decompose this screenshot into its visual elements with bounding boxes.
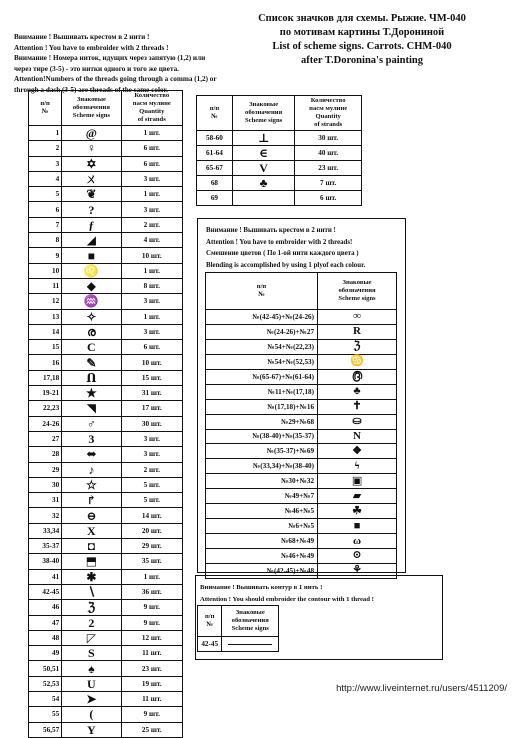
table-row xyxy=(197,191,362,206)
blend-threads: №49+№7 xyxy=(206,489,318,504)
table-row xyxy=(197,161,362,176)
table-row xyxy=(29,447,183,462)
table-row xyxy=(29,416,183,431)
strand-quantity: 3 шт. xyxy=(121,431,182,446)
strand-quantity: 3 шт. xyxy=(121,324,182,339)
col-number-header: п/п № xyxy=(198,606,222,637)
blend-threads: №29+№68 xyxy=(206,414,318,429)
table-row xyxy=(29,126,183,141)
row-number: 68 xyxy=(197,176,233,191)
contour-line-icon xyxy=(228,644,272,645)
table-row xyxy=(29,661,183,676)
scheme-sign-icon: Ո xyxy=(62,370,121,385)
table-row xyxy=(29,278,183,293)
strand-quantity: 1 шт. xyxy=(121,187,182,202)
strand-quantity: 40 шт. xyxy=(295,146,362,161)
blend-threads: №11+№(17,18) xyxy=(206,384,318,399)
scheme-sign-icon: ✡ xyxy=(62,156,121,171)
table-row xyxy=(206,324,397,339)
scheme-sign-icon: ♌ xyxy=(62,263,121,278)
row-number: 8 xyxy=(29,233,62,248)
strand-quantity: 36 шт. xyxy=(121,584,182,599)
blend-threads: №(35-37)+№69 xyxy=(206,444,318,459)
scheme-sign-icon: ♂ xyxy=(62,416,121,431)
strand-quantity: 30 шт. xyxy=(121,416,182,431)
table-row xyxy=(29,477,183,492)
table-row xyxy=(197,176,362,191)
scheme-sign-icon: ★ xyxy=(62,386,121,401)
row-number: 15 xyxy=(29,340,62,355)
strand-quantity: 1 шт. xyxy=(121,309,182,324)
blending-table xyxy=(205,272,397,579)
table-row xyxy=(206,310,397,325)
table-row xyxy=(206,549,397,564)
scheme-sign-icon: ϟ xyxy=(318,459,397,474)
strand-quantity: 23 шт. xyxy=(121,661,182,676)
blend-threads: №(17,18)+№16 xyxy=(206,399,318,414)
blend-threads: №68+№49 xyxy=(206,534,318,549)
table-row xyxy=(206,429,397,444)
scheme-sign-icon: ▰ xyxy=(318,489,397,504)
blending-note: Внимание ! Вышивать крестом в 2 нити ! Attention ! You have to embroider with 2 threads! Смешение цветов ( По 1-ой нити каждого цвета ) Blending is accomplished by using 1 plyof each colour. xyxy=(206,227,366,269)
page-title xyxy=(237,12,487,68)
scheme-sign-icon: ര xyxy=(62,324,121,339)
contour-table xyxy=(197,605,279,652)
scheme-sign-icon: @ xyxy=(62,126,121,141)
strand-quantity: 25 шт. xyxy=(121,722,182,737)
col-number-header: п/п № xyxy=(197,96,233,131)
strand-quantity: 20 шт. xyxy=(121,523,182,538)
col-qty-header: Количество пасм мулине Quantity of strands xyxy=(121,91,182,126)
strand-quantity: 2 шт. xyxy=(121,462,182,477)
table-row xyxy=(206,474,397,489)
table-row xyxy=(29,722,183,737)
scheme-sign-icon xyxy=(232,191,295,206)
table-row xyxy=(29,386,183,401)
table-row xyxy=(29,233,183,248)
row-number: 32 xyxy=(29,508,62,523)
blend-threads: №(38-40)+№(35-37) xyxy=(206,429,318,444)
table-row xyxy=(206,519,397,534)
row-number: 29 xyxy=(29,462,62,477)
scheme-sign-icon: ൫ xyxy=(318,369,397,384)
row-number: 11 xyxy=(29,278,62,293)
row-number: 48 xyxy=(29,630,62,645)
table-row xyxy=(29,248,183,263)
table-row xyxy=(29,202,183,217)
table-row xyxy=(206,504,397,519)
strand-quantity: 6 шт. xyxy=(121,141,182,156)
table-row xyxy=(197,131,362,146)
table-row xyxy=(29,141,183,156)
table-row xyxy=(29,554,183,569)
row-number: 12 xyxy=(29,294,62,309)
scheme-sign-icon: ◥ xyxy=(62,401,121,416)
table-row xyxy=(29,462,183,477)
strand-quantity: 30 шт. xyxy=(295,131,362,146)
scheme-sign-icon: ω xyxy=(318,534,397,549)
table-row xyxy=(29,676,183,691)
row-number: 31 xyxy=(29,493,62,508)
row-number: 52,53 xyxy=(29,676,62,691)
contour-row-number: 42-45 xyxy=(198,637,222,652)
strand-quantity: 15 шт. xyxy=(121,370,182,385)
row-number: 16 xyxy=(29,355,62,370)
row-number: 50,51 xyxy=(29,661,62,676)
scheme-sign-icon: Y xyxy=(62,722,121,737)
row-number: 49 xyxy=(29,646,62,661)
row-number: 58-60 xyxy=(197,131,233,146)
source-url: http://www.liveinternet.ru/users/4511209/ xyxy=(336,683,507,694)
blend-threads: №(33,34)+№(38-40) xyxy=(206,459,318,474)
scheme-sign-icon: ? xyxy=(62,202,121,217)
scheme-sign-icon: ℨ xyxy=(62,600,121,615)
table-row xyxy=(206,399,397,414)
table-row xyxy=(29,355,183,370)
blend-threads: №(24-26)+№27 xyxy=(206,324,318,339)
scheme-sign-icon: ∈ xyxy=(232,146,295,161)
strand-quantity: 29 шт. xyxy=(121,539,182,554)
scheme-sign-icon: ❦ xyxy=(62,187,121,202)
scheme-sign-icon: ☆ xyxy=(62,477,121,492)
blend-threads: №30+№32 xyxy=(206,474,318,489)
table-row xyxy=(29,309,183,324)
strand-quantity: 12 шт. xyxy=(121,630,182,645)
table-row xyxy=(206,354,397,369)
strand-quantity: 7 шт. xyxy=(295,176,362,191)
strand-quantity: 6 шт. xyxy=(121,340,182,355)
scheme-sign-icon: ℨ xyxy=(318,339,397,354)
contour-note: Внимание ! Вышивать контур в 1 нить ! Attention ! You should embroider the contour with 1 thread ! xyxy=(200,584,374,603)
scheme-sign-icon: ❖ xyxy=(318,444,397,459)
table-row xyxy=(206,459,397,474)
title-line-en-2: after T.Doronina's painting xyxy=(300,55,424,66)
row-number: 46 xyxy=(29,600,62,615)
scheme-sign-icon: ✝ xyxy=(318,399,397,414)
scheme-sign-icon: ∖ xyxy=(62,584,121,599)
table-row xyxy=(29,340,183,355)
strand-quantity: 10 шт. xyxy=(121,248,182,263)
scheme-sign-icon: ⛀ xyxy=(318,414,397,429)
col-number-header: п/п № xyxy=(206,273,318,310)
strand-quantity: 5 шт. xyxy=(121,477,182,492)
table-row xyxy=(29,217,183,232)
title-line-ru-2: по мотивам картины Т.Дорониной xyxy=(279,27,445,38)
col-number-header: п/п № xyxy=(29,91,62,126)
table-row xyxy=(29,431,183,446)
scheme-sign-icon: ◘ xyxy=(62,539,121,554)
strand-quantity: 14 шт. xyxy=(121,508,182,523)
row-number: 13 xyxy=(29,309,62,324)
scheme-sign-icon: ◢ xyxy=(62,233,121,248)
col-qty-header: Количество пасм мулине Quantity of strands xyxy=(295,96,362,131)
blend-threads: №54+№(52,53) xyxy=(206,354,318,369)
row-number: 42-45 xyxy=(29,584,62,599)
strand-quantity: 9 шт. xyxy=(121,615,182,630)
table-row xyxy=(29,370,183,385)
table-row xyxy=(29,523,183,538)
scheme-sign-icon: ( xyxy=(62,707,121,722)
table-row xyxy=(29,539,183,554)
row-number: 5 xyxy=(29,187,62,202)
strand-quantity: 1 шт. xyxy=(121,569,182,584)
table-row xyxy=(206,339,397,354)
scheme-sign-icon: R xyxy=(318,324,397,339)
scheme-sign-icon: C xyxy=(62,340,121,355)
col-sign-header: Знаковые обозначения Scheme signs xyxy=(232,96,295,131)
strand-quantity: 3 шт. xyxy=(121,294,182,309)
table-row xyxy=(29,630,183,645)
row-number: 56,57 xyxy=(29,722,62,737)
blend-threads: №(42-45)+№(24-26) xyxy=(206,310,318,325)
row-number: 47 xyxy=(29,615,62,630)
row-number: 35-37 xyxy=(29,539,62,554)
scheme-sign-icon: ♪ xyxy=(62,462,121,477)
row-number: 28 xyxy=(29,447,62,462)
scheme-sign-icon: ■ xyxy=(62,248,121,263)
row-number: 41 xyxy=(29,569,62,584)
strand-quantity: 3 шт. xyxy=(121,202,182,217)
scheme-sign-icon: ▣ xyxy=(318,474,397,489)
scheme-sign-icon: N xyxy=(318,429,397,444)
blend-threads: №54+№(22,23) xyxy=(206,339,318,354)
table-row xyxy=(29,263,183,278)
table-row xyxy=(29,569,183,584)
strand-quantity: 6 шт. xyxy=(295,191,362,206)
strand-quantity: 23 шт. xyxy=(295,161,362,176)
strand-quantity: 1 шт. xyxy=(121,126,182,141)
signs-table-continued xyxy=(196,95,362,206)
table-row xyxy=(206,534,397,549)
scheme-sign-icon: ☘ xyxy=(318,504,397,519)
table-row xyxy=(29,691,183,706)
scheme-sign-icon: ⬒ xyxy=(62,554,121,569)
table-row xyxy=(29,615,183,630)
scheme-sign-icon: ⊖ xyxy=(62,508,121,523)
strand-quantity: 17 шт. xyxy=(121,401,182,416)
scheme-sign-icon: ⊥ xyxy=(232,131,295,146)
scheme-sign-icon: ⊙ xyxy=(318,549,397,564)
strand-quantity: 31 шт. xyxy=(121,386,182,401)
scheme-sign-icon: ∞ xyxy=(318,310,397,325)
table-row xyxy=(29,171,183,186)
row-number: 2 xyxy=(29,141,62,156)
row-number: 65-67 xyxy=(197,161,233,176)
scheme-sign-icon: ✱ xyxy=(62,569,121,584)
row-number: 33,34 xyxy=(29,523,62,538)
scheme-sign-icon: U xyxy=(62,676,121,691)
strand-quantity: 4 шт. xyxy=(121,233,182,248)
scheme-sign-icon: S xyxy=(62,646,121,661)
scheme-sign-icon: ♀ xyxy=(62,141,121,156)
row-number: 22,23 xyxy=(29,401,62,416)
col-sign-header: Знаковые обозначения Scheme signs xyxy=(62,91,121,126)
row-number: 24-26 xyxy=(29,416,62,431)
scheme-sign-icon: ✧ xyxy=(62,309,121,324)
title-line-ru: Список значков для схемы. Рыжие. ЧМ-040 xyxy=(258,13,466,24)
row-number: 27 xyxy=(29,431,62,446)
blend-threads: №46+№49 xyxy=(206,549,318,564)
row-number: 69 xyxy=(197,191,233,206)
strand-quantity: 3 шт. xyxy=(121,447,182,462)
strand-quantity: 10 шт. xyxy=(121,355,182,370)
strand-quantity: 35 шт. xyxy=(121,554,182,569)
table-row xyxy=(29,401,183,416)
table-row xyxy=(29,324,183,339)
scheme-sign-icon: 3 xyxy=(62,431,121,446)
scheme-sign-icon: ◆ xyxy=(62,278,121,293)
table-row xyxy=(29,508,183,523)
col-sign-header: Знаковые обозначения Scheme signs xyxy=(222,606,279,637)
scheme-sign-icon: X xyxy=(62,523,121,538)
row-number: 9 xyxy=(29,248,62,263)
row-number: 17,18 xyxy=(29,370,62,385)
strand-quantity: 9 шт. xyxy=(121,707,182,722)
blend-threads: №6+№5 xyxy=(206,519,318,534)
scheme-sign-icon: ♋ xyxy=(318,354,397,369)
attention-note: Внимание ! Вышивать крестом в 2 нити ! Attention ! You have to embroider with 2 threads ! Внимание ! Номера ниток, идущих через запятую (1,2) или через тире (3-5) - это нитки одного и того же цвета. Attention!Numbers of the threads going through a comma (1,2) or through a dash (3-5) are threads of the same color. xyxy=(14,33,217,94)
scheme-sign-icon: ♠ xyxy=(62,661,121,676)
table-row xyxy=(206,414,397,429)
strand-quantity: 2 шт. xyxy=(121,217,182,232)
row-number: 10 xyxy=(29,263,62,278)
table-row xyxy=(29,707,183,722)
strand-quantity: 8 шт. xyxy=(121,278,182,293)
col-sign-header: Знаковые обозначения Scheme signs xyxy=(318,273,397,310)
strand-quantity: 3 шт. xyxy=(121,171,182,186)
table-row xyxy=(206,444,397,459)
row-number: 4 xyxy=(29,171,62,186)
strand-quantity: 19 шт. xyxy=(121,676,182,691)
signs-table-main xyxy=(28,90,183,738)
strand-quantity: 11 шт. xyxy=(121,691,182,706)
row-number: 61-64 xyxy=(197,146,233,161)
scheme-sign-icon: ⬌ xyxy=(62,447,121,462)
row-number: 14 xyxy=(29,324,62,339)
row-number: 19-21 xyxy=(29,386,62,401)
blend-threads: №46+№5 xyxy=(206,504,318,519)
table-row xyxy=(29,584,183,599)
strand-quantity: 1 шт. xyxy=(121,263,182,278)
row-number: 54 xyxy=(29,691,62,706)
scheme-sign-icon: ◸ xyxy=(62,630,121,645)
row-number: 1 xyxy=(29,126,62,141)
row-number: 55 xyxy=(29,707,62,722)
strand-quantity: 6 шт. xyxy=(121,156,182,171)
scheme-sign-icon: ■ xyxy=(318,519,397,534)
scheme-sign-icon: ♣ xyxy=(318,384,397,399)
blend-threads: №(65-67)+№(61-64) xyxy=(206,369,318,384)
row-number: 7 xyxy=(29,217,62,232)
table-row xyxy=(197,146,362,161)
row-number: 30 xyxy=(29,477,62,492)
table-row xyxy=(29,600,183,615)
table-row xyxy=(206,369,397,384)
scheme-sign-icon: ➤ xyxy=(62,691,121,706)
scheme-sign-icon: ƒ xyxy=(62,217,121,232)
scheme-sign-icon: V xyxy=(232,161,295,176)
contour-line-sign xyxy=(222,637,279,652)
scheme-sign-icon: ♣ xyxy=(232,176,295,191)
scheme-sign-icon: ✎ xyxy=(62,355,121,370)
scheme-sign-icon: ♒ xyxy=(62,294,121,309)
table-row xyxy=(206,384,397,399)
scheme-sign-icon: ㄨ xyxy=(62,171,121,186)
strand-quantity: 11 шт. xyxy=(121,646,182,661)
scheme-sign-icon: 2 xyxy=(62,615,121,630)
scheme-sign-icon: ⚘ xyxy=(318,563,397,578)
strand-quantity: 9 шт. xyxy=(121,600,182,615)
table-row xyxy=(29,187,183,202)
strand-quantity: 5 шт. xyxy=(121,493,182,508)
table-row xyxy=(29,156,183,171)
row-number: 3 xyxy=(29,156,62,171)
row-number: 38-40 xyxy=(29,554,62,569)
scheme-sign-icon: ↱ xyxy=(62,493,121,508)
table-row xyxy=(29,294,183,309)
blend-threads: №(42-45)+№48 xyxy=(206,563,318,578)
title-line-en: List of scheme signs. Carrots. CHM-040 xyxy=(272,41,452,52)
table-row xyxy=(206,489,397,504)
row-number: 6 xyxy=(29,202,62,217)
table-row xyxy=(29,646,183,661)
table-row xyxy=(29,493,183,508)
